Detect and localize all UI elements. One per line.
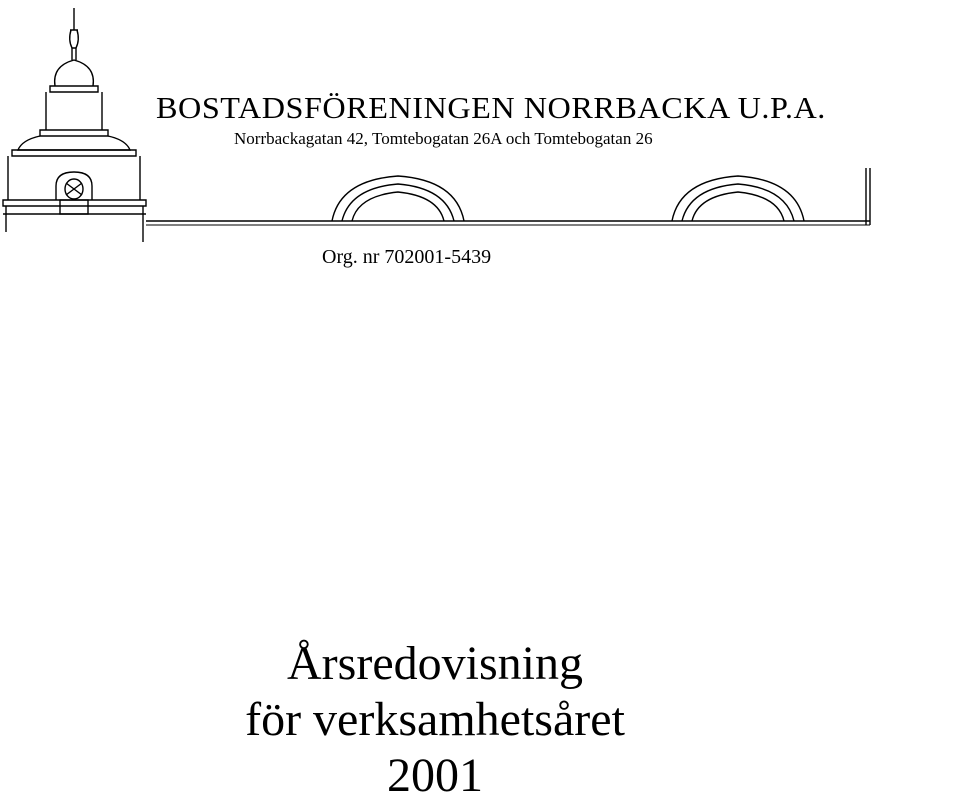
title-line-2: för verksamhetsåret [245, 693, 625, 746]
org-number: Org. nr 702001-5439 [322, 246, 492, 268]
title-line-1: Årsredovisning [287, 637, 583, 690]
organization-name: BOSTADSFÖRENINGEN NORRBACKA U.P.A. [156, 90, 826, 125]
organization-address: Norrbackagatan 42, Tomtebogatan 26A och Tomtebogatan 26 [234, 129, 653, 148]
letterhead [0, 0, 960, 245]
title-line-3: 2001 [387, 749, 483, 802]
document-title [0, 636, 870, 804]
